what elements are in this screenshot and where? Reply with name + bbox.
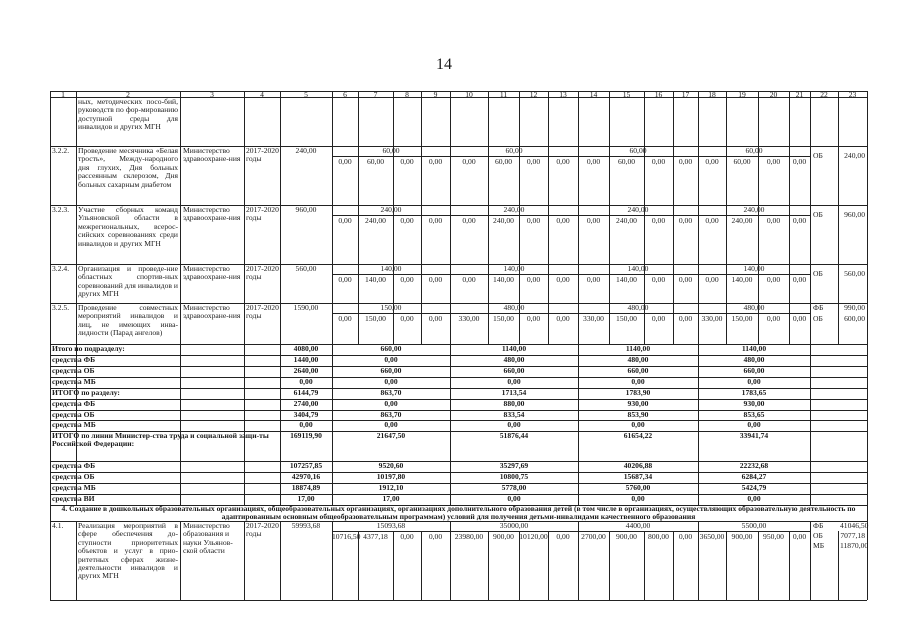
year-2017-total: 150,00 — [380, 303, 402, 312]
column-header: 11 — [499, 90, 508, 99]
row-total: 960,00 — [295, 205, 317, 214]
totals-value: 17,00 — [297, 494, 315, 503]
totals-2017: 863,70 — [380, 388, 402, 397]
row-total: 240,00 — [295, 146, 317, 155]
column-header: 21 — [795, 90, 804, 99]
row-cell-7: 150,00 — [365, 314, 386, 323]
row-cell-6: 10716,50 — [332, 532, 361, 541]
totals-2019: 0,00 — [631, 420, 645, 429]
totals-2018: 833,54 — [503, 410, 525, 419]
totals-2018: 0,00 — [507, 420, 521, 429]
row-description: Проведение месячника «Белая трость», Между-народного дня глухих, Дня больных рассеянным склерозом, Дня больных сахарным диабетом — [78, 146, 178, 189]
totals-2017: 0,00 — [384, 355, 398, 364]
totals-2019: 0,00 — [631, 377, 645, 386]
funding-source: МБ — [813, 541, 825, 550]
totals-value: 0,00 — [299, 420, 313, 429]
row-cell-18: 0,00 — [705, 275, 719, 284]
row-executor: Министерство здравоохране-ния — [183, 303, 241, 321]
column-header: 12 — [529, 90, 538, 99]
row-cell-7: 240,00 — [365, 216, 386, 225]
row-cell-9: 0,00 — [428, 532, 443, 541]
column-header: 9 — [433, 90, 438, 99]
totals-2020: 0,00 — [747, 494, 761, 503]
totals-value: 2640,00 — [293, 366, 319, 375]
totals-label: средства МБ — [52, 420, 96, 429]
year-2017-total: 15093,68 — [376, 521, 406, 530]
row-cell-18: 0,00 — [705, 157, 719, 166]
row-cell-9: 0,00 — [428, 275, 443, 284]
funding-value: 990,00 — [844, 303, 865, 312]
totals-2019: 930,00 — [627, 399, 649, 408]
funding-source: ФБ — [813, 521, 824, 530]
row-period: 2017-2020 годы — [246, 205, 279, 223]
row-cell-17: 0,00 — [678, 275, 693, 284]
totals-2019: 1783,90 — [625, 388, 651, 397]
column-header: 2 — [126, 90, 130, 99]
column-header: 10 — [465, 90, 473, 99]
totals-2019: 660,00 — [627, 366, 649, 375]
totals-2020: 0,00 — [747, 377, 761, 386]
column-header: 5 — [304, 90, 308, 99]
column-header: 19 — [738, 90, 746, 99]
row-executor: Министерство здравоохране-ния — [183, 264, 241, 282]
year-2018-total: 480,00 — [503, 303, 525, 312]
row-cell-12: 0,00 — [526, 275, 541, 284]
row-cell-19: 240,00 — [731, 216, 753, 225]
row-cell-10: 330,00 — [458, 314, 480, 323]
totals-value: 3404,79 — [293, 410, 319, 419]
totals-2018: 1713,54 — [501, 388, 527, 397]
funding-value: 7077,18 — [840, 531, 865, 540]
funding-value: 600,00 — [844, 314, 865, 323]
year-2019-total: 140,00 — [627, 264, 649, 273]
totals-label: средства ВИ — [52, 494, 95, 503]
year-2020-total: 480,00 — [743, 303, 765, 312]
row-period: 2017-2020 годы — [246, 521, 279, 539]
totals-value: 4080,00 — [293, 344, 319, 353]
year-2018-total: 60,00 — [505, 146, 523, 155]
totals-2020: 0,00 — [747, 420, 761, 429]
row-cell-20: 0,00 — [766, 275, 781, 284]
row-cell-20: 950,00 — [763, 532, 784, 541]
row-cell-16: 0,00 — [651, 216, 666, 225]
row-cell-13: 0,00 — [556, 275, 570, 284]
row-cell-9: 0,00 — [428, 216, 443, 225]
row-cell-15: 900,00 — [616, 532, 637, 541]
row-total: 59993,68 — [291, 521, 321, 530]
row-cell-10: 0,00 — [462, 157, 476, 166]
totals-2017: 0,00 — [384, 399, 398, 408]
column-header: 6 — [343, 90, 347, 99]
column-header: 15 — [622, 90, 631, 99]
row-cell-8: 0,00 — [400, 275, 414, 284]
row-cell-14: 0,00 — [586, 216, 601, 225]
row-cell-7: 4377,18 — [363, 532, 388, 541]
row-cell-14: 330,00 — [583, 314, 604, 323]
totals-2018: 660,00 — [503, 366, 525, 375]
column-header: 20 — [769, 90, 778, 99]
row-cell-19: 150,00 — [731, 314, 753, 323]
year-2018-total: 35000,00 — [499, 521, 529, 530]
row-cell-19: 140,00 — [731, 275, 753, 284]
totals-2017: 17,00 — [382, 494, 400, 503]
row-cell-11: 900,00 — [493, 532, 514, 541]
row-description: Реализация мероприятий в сфере обеспечения до-ступности приоритетных объектов и услуг в прио-ритетных сферах жизне-деятельности инвалидов и других МГН — [78, 521, 178, 581]
row-cell-18: 0,00 — [705, 216, 719, 225]
row-cell-15: 140,00 — [616, 275, 637, 284]
row-period: 2017-2020 годы — [246, 146, 279, 164]
totals-2018: 10800,75 — [499, 472, 529, 481]
totals-2017: 0,00 — [384, 420, 398, 429]
totals-value: 169119,90 — [290, 431, 322, 440]
totals-2019: 480,00 — [627, 355, 649, 364]
totals-2019: 5760,00 — [625, 483, 651, 492]
row-cell-16: 0,00 — [651, 275, 666, 284]
row-executor: Министерство образования и науки Ульянов-ской области — [183, 521, 233, 556]
row-cell-9: 0,00 — [428, 157, 443, 166]
funding-source: ФБ — [813, 303, 824, 312]
funding-value: 41046,50 — [840, 521, 869, 530]
row-cell-14: 0,00 — [586, 157, 601, 166]
totals-value: 18874,89 — [291, 483, 321, 492]
funding-value: 11870,00 — [840, 541, 869, 550]
row-cell-11: 140,00 — [493, 275, 514, 284]
funding-source: ОБ — [813, 151, 823, 160]
totals-label: средства ФБ — [52, 461, 96, 470]
row-cell-19: 60,00 — [733, 157, 751, 166]
totals-2019: 1140,00 — [625, 344, 651, 353]
year-2019-total: 480,00 — [627, 303, 649, 312]
row-cell-8: 0,00 — [400, 532, 414, 541]
totals-2017: 0,00 — [384, 377, 398, 386]
totals-2018: 880,00 — [503, 399, 525, 408]
totals-value: 2740,00 — [293, 399, 319, 408]
totals-2019: 61654,22 — [623, 431, 653, 440]
row-cell-17: 0,00 — [678, 216, 693, 225]
totals-2019: 15687,34 — [623, 472, 653, 481]
totals-2018: 0,00 — [507, 377, 521, 386]
row-cell-21: 0,00 — [792, 275, 807, 284]
totals-2019: 0,00 — [631, 494, 645, 503]
totals-2017: 21647,50 — [376, 431, 406, 440]
totals-label: средства ОБ — [52, 472, 95, 481]
totals-value: 6144,79 — [293, 388, 319, 397]
row-period: 2017-2020 годы — [246, 303, 279, 321]
row-total: 560,00 — [295, 264, 317, 273]
totals-2020: 33941,74 — [739, 431, 769, 440]
totals-2017: 10197,80 — [376, 472, 406, 481]
row-cell-8: 0,00 — [400, 314, 414, 323]
totals-value: 107257,85 — [289, 461, 323, 470]
row-cell-6: 0,00 — [338, 275, 352, 284]
row-cell-6: 0,00 — [338, 216, 352, 225]
totals-2017: 1912,10 — [378, 483, 404, 492]
totals-2018: 35297,69 — [499, 461, 529, 470]
funding-value: 960,00 — [844, 210, 865, 219]
column-header: 23 — [848, 90, 857, 99]
totals-2020: 660,00 — [743, 366, 765, 375]
totals-label: средства ФБ — [52, 355, 96, 364]
totals-label: средства ОБ — [52, 366, 95, 375]
row-number: 3.2.4. — [52, 264, 70, 273]
year-2018-total: 240,00 — [503, 205, 525, 214]
row-cell-16: 800,00 — [648, 532, 669, 541]
totals-label: средства МБ — [52, 483, 96, 492]
funding-source: ОБ — [813, 531, 823, 540]
row-cell-11: 240,00 — [493, 216, 514, 225]
totals-2017: 660,00 — [380, 366, 402, 375]
year-2017-total: 60,00 — [382, 146, 400, 155]
row-number: 4.1. — [52, 521, 64, 530]
totals-2017: 9520,60 — [378, 461, 404, 470]
totals-label: Итого по подразделу: — [52, 344, 125, 353]
row-cell-14: 0,00 — [586, 275, 601, 284]
year-2020-total: 240,00 — [743, 205, 765, 214]
totals-label: средства ОБ — [52, 410, 95, 419]
totals-2019: 853,90 — [627, 410, 649, 419]
year-2020-total: 5500,00 — [741, 521, 767, 530]
totals-value: 42970,16 — [291, 472, 321, 481]
row-cell-10: 0,00 — [462, 216, 476, 225]
year-2020-total: 60,00 — [745, 146, 763, 155]
column-header: 1 — [61, 90, 65, 99]
totals-2017: 863,70 — [380, 410, 402, 419]
row-cell-17: 0,00 — [678, 157, 693, 166]
column-header: 16 — [654, 90, 663, 99]
funding-value: 240,00 — [844, 151, 865, 160]
year-2017-total: 140,00 — [380, 264, 402, 273]
row-cell-20: 0,00 — [766, 216, 781, 225]
row-cell-6: 0,00 — [338, 314, 352, 323]
row-description: Организация и проведе-ние областных спортив-ных соревнований для инвалидов и других МГН — [78, 264, 178, 299]
row-cell-6: 0,00 — [338, 157, 352, 166]
funding-value: 560,00 — [844, 269, 865, 278]
year-2019-total: 4400,00 — [625, 521, 651, 530]
row-number: 3.2.2. — [52, 146, 70, 155]
totals-2020: 1140,00 — [741, 344, 767, 353]
row-description: Участие сборных команд Ульяновской области в межрегиональных, всерос-сийских соревнованиях среди инвалидов и других МГН — [78, 205, 178, 248]
row-cell-7: 140,00 — [365, 275, 386, 284]
row-cell-20: 0,00 — [766, 314, 781, 323]
row-executor: Министерство здравоохране-ния — [183, 205, 241, 223]
totals-2018: 0,00 — [507, 494, 521, 503]
column-header: 7 — [373, 90, 378, 99]
page-number: 14 — [436, 56, 452, 73]
column-header: 13 — [559, 90, 567, 99]
row-description: ных, методических посо-бий, руководств по фор-мированию доступной среды для инвалидов и других МГН — [78, 97, 178, 132]
row-cell-21: 0,00 — [792, 157, 807, 166]
column-header: 3 — [210, 90, 214, 99]
row-cell-21: 0,00 — [792, 314, 807, 323]
column-header: 14 — [589, 90, 598, 99]
column-header: 4 — [260, 90, 264, 99]
row-cell-17: 0,00 — [678, 532, 693, 541]
row-cell-21: 0,00 — [792, 216, 807, 225]
totals-2020: 22232,68 — [739, 461, 769, 470]
row-cell-21: 0,00 — [792, 532, 807, 541]
row-cell-10: 23980,00 — [454, 532, 484, 541]
totals-value: 1440,00 — [293, 355, 319, 364]
row-cell-12: 10120,00 — [519, 532, 548, 541]
totals-2020: 853,65 — [743, 410, 765, 419]
totals-label: ИТОГО по линии Министер-ства труда и социальной защи-ты Российской Федерации: — [52, 431, 269, 449]
row-cell-13: 0,00 — [556, 314, 570, 323]
totals-2018: 1140,00 — [501, 344, 527, 353]
row-cell-15: 60,00 — [617, 157, 636, 166]
row-cell-9: 0,00 — [428, 314, 443, 323]
row-cell-20: 0,00 — [766, 157, 781, 166]
row-cell-12: 0,00 — [526, 216, 541, 225]
section-heading: 4. Создание в дошкольных образовательных организациях, общеобразовательных организациях, организациях дополнительного образования детей (в том числе в организациях, осуществляющих образовательную деятельность по адаптированным основным общеобразовательным программам) условий для получения детьми-инвалидами качественного образования — [61, 504, 856, 522]
column-header: 17 — [681, 90, 690, 99]
row-executor: Министерство здравоохране-ния — [183, 146, 241, 164]
row-cell-19: 900,00 — [731, 532, 753, 541]
row-cell-14: 2700,00 — [581, 532, 606, 541]
column-header: 8 — [405, 90, 409, 99]
year-2019-total: 60,00 — [629, 146, 647, 155]
totals-2020: 5424,79 — [741, 483, 767, 492]
totals-label: средства МБ — [52, 377, 96, 386]
row-cell-15: 150,00 — [616, 314, 637, 323]
totals-label: средства ФБ — [52, 399, 96, 408]
row-cell-8: 0,00 — [400, 216, 414, 225]
year-2019-total: 240,00 — [627, 205, 649, 214]
row-cell-17: 0,00 — [678, 314, 693, 323]
row-cell-12: 0,00 — [526, 314, 541, 323]
row-cell-15: 240,00 — [616, 216, 637, 225]
totals-2020: 930,00 — [743, 399, 765, 408]
row-cell-10: 0,00 — [462, 275, 476, 284]
row-cell-13: 0,00 — [556, 157, 570, 166]
totals-2019: 40206,88 — [623, 461, 653, 470]
totals-2018: 5778,00 — [501, 483, 527, 492]
row-cell-16: 0,00 — [651, 314, 666, 323]
year-2018-total: 140,00 — [503, 264, 525, 273]
row-cell-12: 0,00 — [526, 157, 541, 166]
row-period: 2017-2020 годы — [246, 264, 279, 282]
year-2020-total: 140,00 — [743, 264, 765, 273]
row-cell-13: 0,00 — [556, 216, 570, 225]
totals-2020: 1783,65 — [741, 388, 767, 397]
row-cell-11: 150,00 — [493, 314, 514, 323]
funding-source: ОБ — [813, 269, 823, 278]
row-cell-18: 3650,00 — [699, 532, 725, 541]
row-cell-16: 0,00 — [651, 157, 666, 166]
row-cell-8: 0,00 — [400, 157, 414, 166]
row-description: Проведение совместных мероприятий инвалидов и лиц, не имеющих инва-лидности (Парад ангелов) — [78, 303, 178, 338]
column-header: 22 — [820, 90, 828, 99]
row-cell-11: 60,00 — [494, 157, 513, 166]
column-header: 18 — [708, 90, 716, 99]
row-total: 1590,00 — [293, 303, 319, 312]
row-number: 3.2.3. — [52, 205, 70, 214]
totals-2017: 660,00 — [380, 344, 402, 353]
row-cell-18: 330,00 — [701, 314, 723, 323]
totals-2020: 6284,27 — [741, 472, 767, 481]
totals-2018: 480,00 — [503, 355, 525, 364]
row-cell-7: 60,00 — [366, 157, 385, 166]
totals-value: 0,00 — [299, 377, 313, 386]
funding-source: ОБ — [813, 210, 823, 219]
totals-2020: 480,00 — [743, 355, 765, 364]
totals-2018: 51876,44 — [499, 431, 529, 440]
year-2017-total: 240,00 — [380, 205, 402, 214]
funding-source: ОБ — [813, 314, 823, 323]
row-cell-13: 0,00 — [556, 532, 570, 541]
totals-label: ИТОГО по разделу: — [52, 388, 120, 397]
row-number: 3.2.5. — [52, 303, 70, 312]
